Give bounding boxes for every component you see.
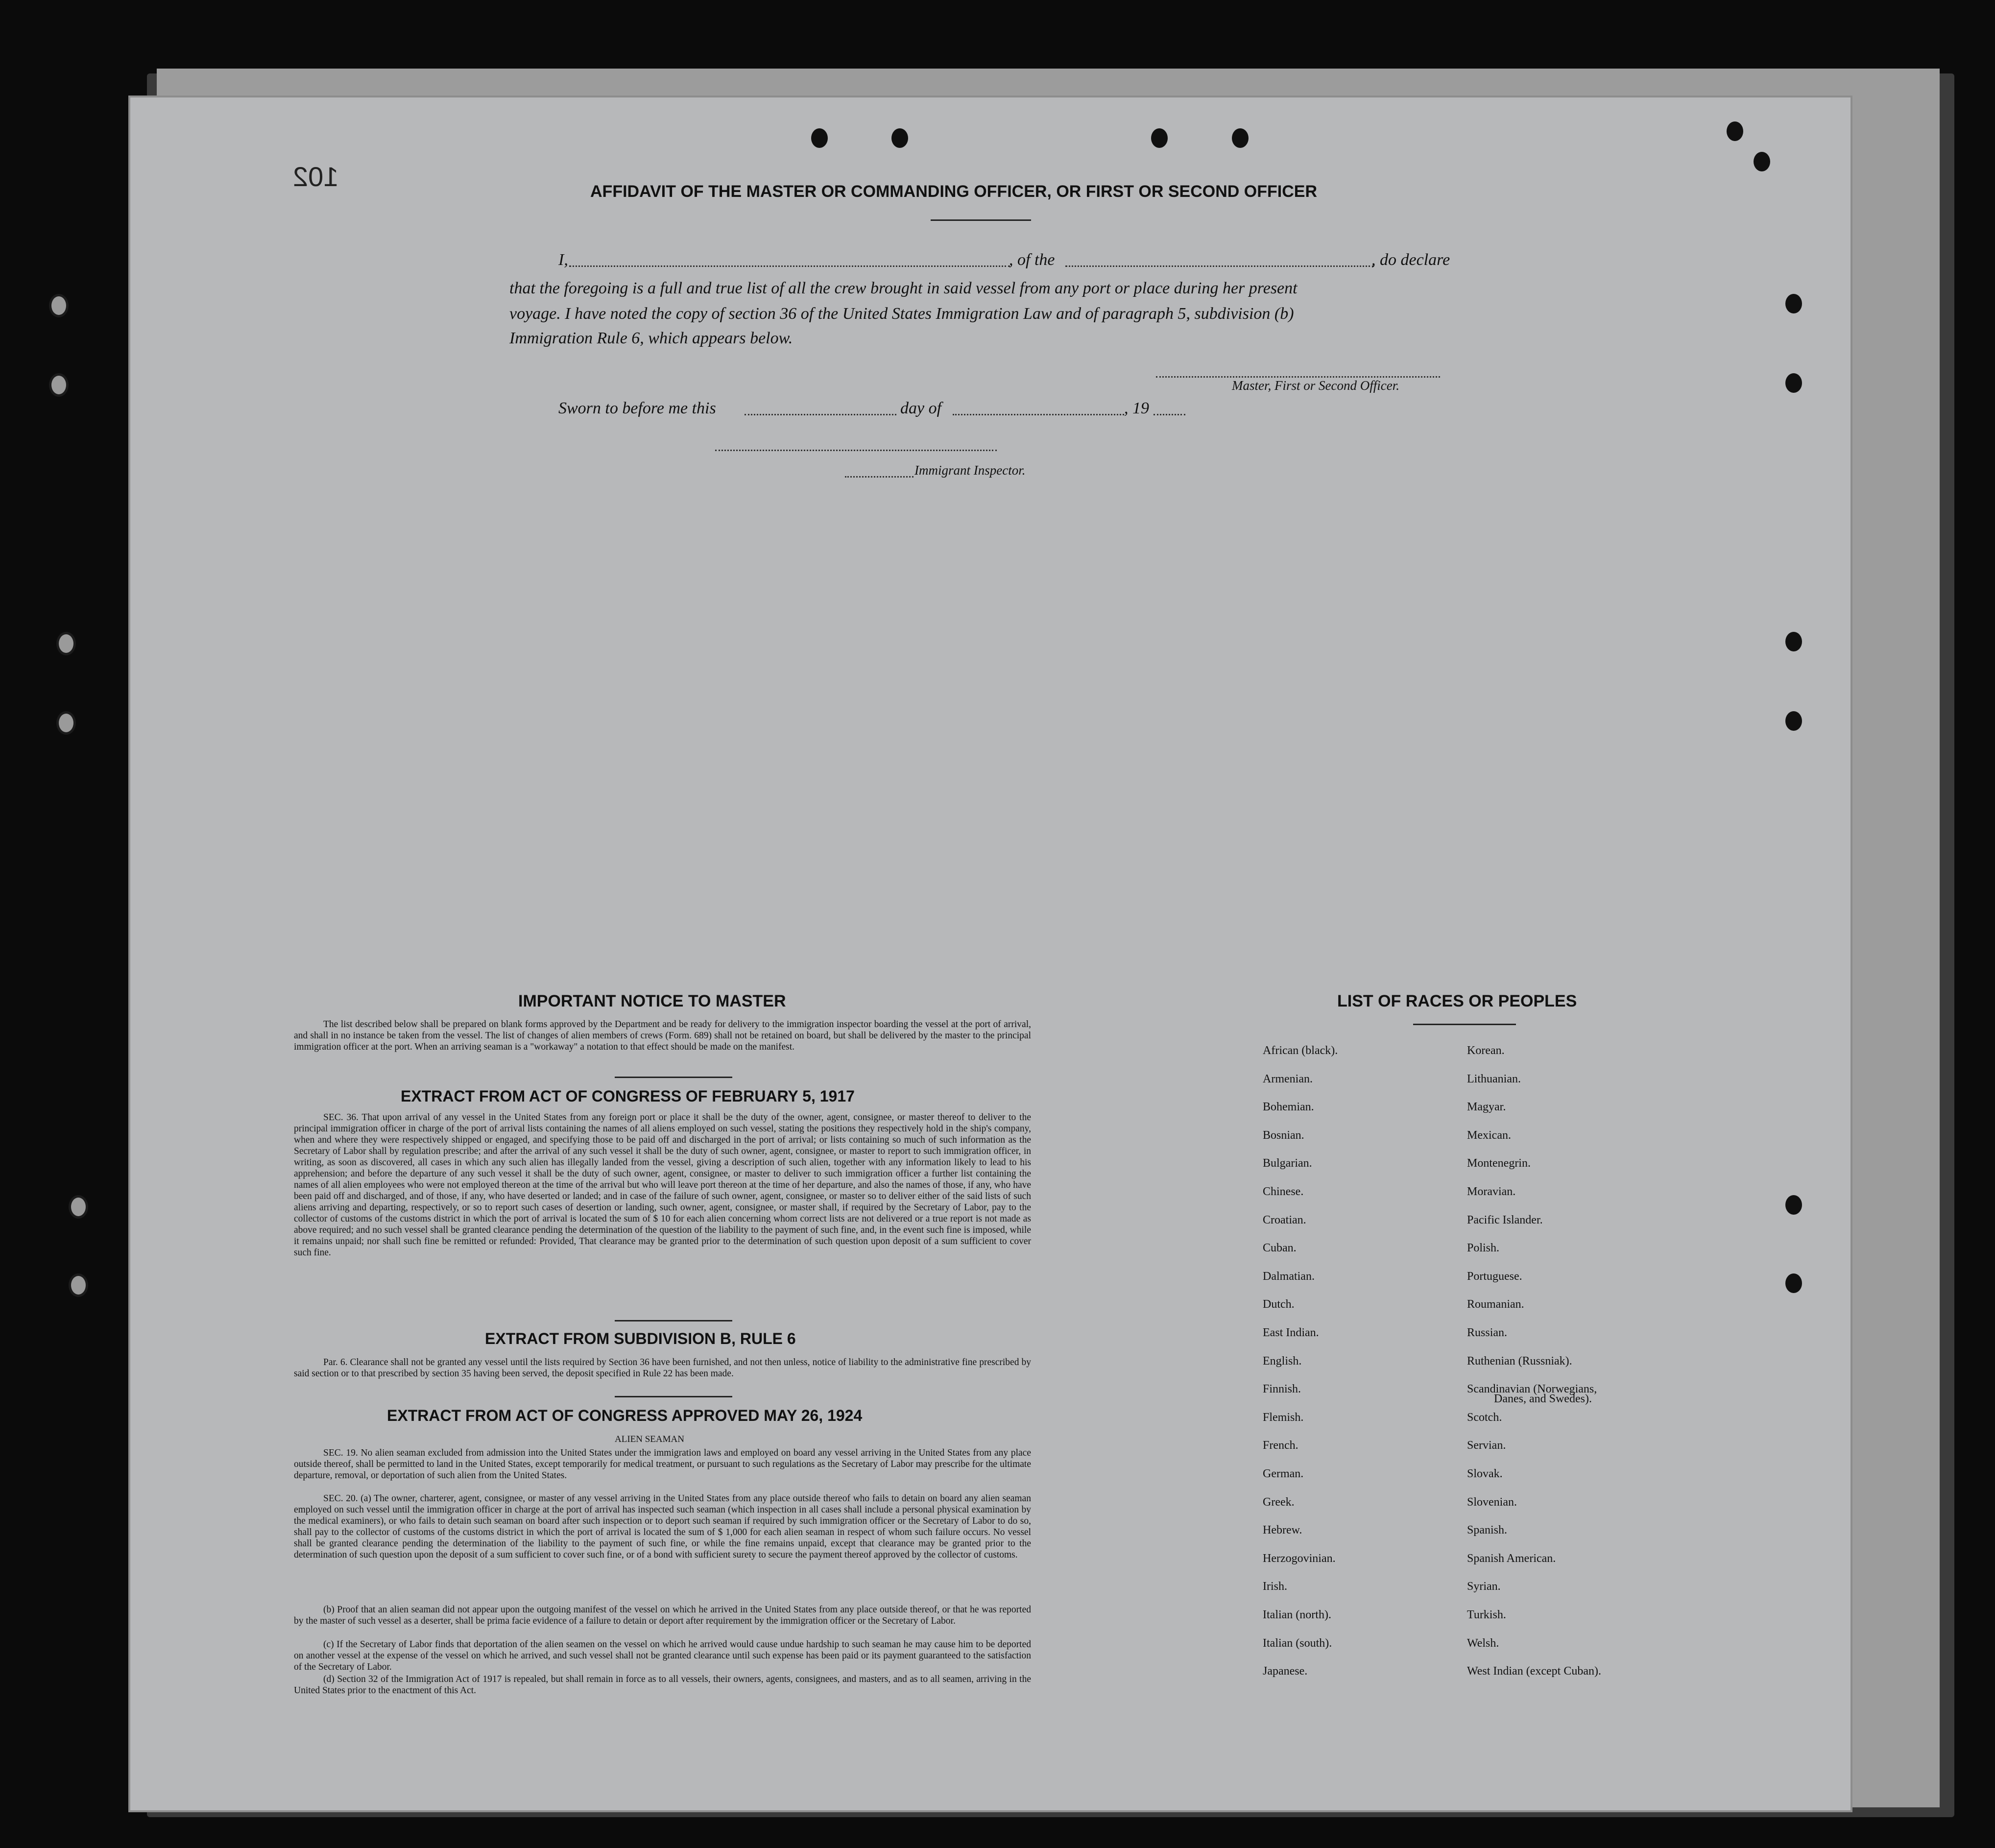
affidavit-of-the-label: , of the [1009, 251, 1055, 269]
affidavit-declare-label: , do declare [1371, 251, 1450, 269]
sworn-year-field[interactable] [1154, 414, 1185, 415]
extract-1924-title: EXTRACT FROM ACT OF CONGRESS APPROVED MAY 26, 1924 [387, 1407, 863, 1424]
binder-ring-hole [56, 711, 76, 735]
race-item: Scotch. [1467, 1411, 1502, 1424]
race-item: Dutch. [1263, 1298, 1295, 1311]
race-item: Japanese. [1263, 1665, 1308, 1678]
race-item: Irish. [1263, 1580, 1287, 1593]
vessel-name-field[interactable] [1065, 265, 1374, 267]
extract-1917-title: EXTRACT FROM ACT OF CONGRESS OF FEBRUARY 5, 1917 [401, 1087, 855, 1105]
race-item: Servian. [1467, 1439, 1506, 1452]
sworn-day-field[interactable] [745, 414, 896, 415]
sec-20c-text: (c) If the Secretary of Labor finds that deportation of the alien seamen on the vessel on which he arrived would cause undue hardship to such seaman he may cause him to be deported on another vessel at the expense of the vessel on which he arrived, and such vessel shall not be granted clearance until such expense has been paid or its payment guaranteed to the satisfaction of the Secretary of Labor. [294, 1639, 1031, 1672]
inspector-label: Immigrant Inspector. [914, 463, 1026, 478]
race-item: Dalmatian. [1263, 1270, 1315, 1283]
race-item: Spanish American. [1467, 1552, 1556, 1565]
race-item: Roumanian. [1467, 1298, 1524, 1311]
extract-1924-subtitle: ALIEN SEAMAN [615, 1434, 684, 1444]
race-item: Bosnian. [1263, 1128, 1304, 1142]
race-item: Herzogovinian. [1263, 1552, 1336, 1565]
race-item: Portuguese. [1467, 1270, 1522, 1283]
race-item: West Indian (except Cuban). [1467, 1665, 1601, 1678]
sec-20a-text: SEC. 20. (a) The owner, charterer, agent, consignee, or master of any vessel arriving in the United States from any place outside thereof who fails to detain on board any alien seaman employed on such vessel until the immigration officer in charge at the port of arrival has inspected such seaman (which inspection in all cases shall include a personal physical examination by the medical examiners), or who fails to detain such seaman on board after such inspection or to deport such seaman if required by such immigration officer or the Secretary of Labor to do so, shall pay to the collector of customs of the customs district in which the port of arrival is located the sum of $ 1,000 for each alien seaman in respect of whom such failure occurs. No vessel shall be granted clearance pending the determination of the liability to the payment of such fine, or while the fine remains unpaid, except that clearance may be granted prior to the determination of such question upon the deposit of a sum sufficient to cover such fine, or of a bond with sufficient surety to secure the payment thereof approved by the collector of customs. [294, 1493, 1031, 1560]
punch-hole [1754, 152, 1770, 171]
race-item: Polish. [1467, 1242, 1500, 1255]
race-item: Slovenian. [1467, 1495, 1517, 1509]
race-item: Ruthenian (Russniak). [1467, 1354, 1572, 1368]
punch-hole [1785, 1273, 1802, 1293]
master-signature-label: Master, First or Second Officer. [1232, 378, 1399, 393]
race-item: English. [1263, 1354, 1302, 1368]
race-item: Italian (north). [1263, 1608, 1331, 1621]
race-item: African (black). [1263, 1044, 1338, 1057]
affidavit-line-4: Immigration Rule 6, which appears below. [509, 329, 793, 347]
punch-hole [1785, 294, 1802, 313]
race-item: Russian. [1467, 1326, 1508, 1339]
master-name-field[interactable] [569, 265, 1010, 267]
affidavit-line-3: voyage. I have noted the copy of section 36 of the United States Immigration Law and of paragraph 5, subdivision (b) [509, 305, 1294, 323]
race-item: Greek. [1263, 1495, 1295, 1509]
divider [931, 219, 1031, 221]
race-item: Scandinavian (Norwegians, [1467, 1383, 1597, 1396]
race-item: Korean. [1467, 1044, 1505, 1057]
race-item: Slovak. [1467, 1467, 1503, 1480]
divider [615, 1396, 732, 1397]
race-item: Montenegrin. [1467, 1157, 1531, 1170]
race-item: Croatian. [1263, 1213, 1306, 1226]
race-item: Bulgarian. [1263, 1157, 1312, 1170]
binder-ring-hole [69, 1195, 88, 1219]
race-item: Mexican. [1467, 1128, 1511, 1142]
race-item: Armenian. [1263, 1072, 1313, 1085]
extract-rule6-text: Par. 6. Clearance shall not be granted any vessel until the lists required by Section 36 have been furnished, and not then unless, notice of liability to the administrative fine prescribed by said section or to that prescribed by section 35 having been served, the deposit specified in Rule 22 has been made. [294, 1357, 1031, 1379]
binder-ring-hole [49, 373, 69, 397]
sec-19-text: SEC. 19. No alien seaman excluded from admission into the United States under the immigration laws and employed on board any vessel arriving in the United States from any place outside thereof, shall be permitted to land in the United States, except temporarily for medical treatment, or pursuant to such regulations as the Secretary of Labor may prescribe for the ultimate departure, removal, or deportation of such alien from the United States. [294, 1448, 1031, 1481]
year-label: , 19 [1124, 399, 1149, 417]
races-title: LIST OF RACES OR PEOPLES [1337, 992, 1577, 1010]
notice-title: IMPORTANT NOTICE TO MASTER [518, 992, 786, 1010]
race-item: Hebrew. [1263, 1524, 1302, 1537]
extract-rule6-title: EXTRACT FROM SUBDIVISION B, RULE 6 [485, 1330, 796, 1347]
race-item: Pacific Islander. [1467, 1213, 1543, 1226]
punch-hole [1151, 128, 1168, 148]
race-item: Chinese. [1263, 1185, 1304, 1198]
inspector-signature-field[interactable] [715, 450, 997, 451]
affidavit-title: AFFIDAVIT OF THE MASTER OR COMMANDING OFFICER, OR FIRST OR SECOND OFFICER [590, 182, 1317, 201]
inspector-name-field[interactable] [845, 476, 913, 478]
affidavit-line-2: that the foregoing is a full and true list of all the crew brought in said vessel from any port or place during her present [509, 279, 1298, 297]
race-item: Bohemian. [1263, 1101, 1314, 1114]
race-item: Cuban. [1263, 1242, 1297, 1255]
punch-hole [1727, 121, 1743, 141]
divider [615, 1077, 732, 1078]
punch-hole [1785, 711, 1802, 731]
punch-hole [891, 128, 908, 148]
race-item: Lithuanian. [1467, 1072, 1521, 1085]
punch-hole [1785, 632, 1802, 651]
punch-hole [1785, 373, 1802, 393]
binder-ring-hole [56, 632, 76, 655]
race-item: German. [1263, 1467, 1304, 1480]
divider [615, 1320, 732, 1321]
race-item: French. [1263, 1439, 1298, 1452]
punch-hole [811, 128, 828, 148]
race-item: Moravian. [1467, 1185, 1516, 1198]
race-item: Welsh. [1467, 1636, 1499, 1650]
master-signature-field[interactable] [1156, 376, 1440, 378]
punch-hole [1785, 1195, 1802, 1215]
binder-ring-hole [49, 294, 69, 317]
race-item: East Indian. [1263, 1326, 1319, 1339]
race-item: Spanish. [1467, 1524, 1508, 1537]
race-item-continuation: Danes, and Swedes). [1494, 1392, 1592, 1405]
sec-20d-text: (d) Section 32 of the Immigration Act of 1917 is repealed, but shall remain in force as to all vessels, their owners, agents, consignees, and masters, and as to all seamen, arriving in the United States prior to the enactment of this Act. [294, 1674, 1031, 1696]
day-of-label: day of [900, 399, 942, 417]
sec-20b-text: (b) Proof that an alien seaman did not appear upon the outgoing manifest of the vessel on which he arrived in the United States from any place outside thereof, or that he was reported by the master of such vessel as a deserter, shall be prima facie evidence of a failure to detain or deport after requirement by the immigration officer or the Secretary of Labor. [294, 1605, 1031, 1626]
sworn-label: Sworn to before me this [558, 399, 716, 417]
divider [1413, 1024, 1516, 1025]
binder-ring-hole [69, 1273, 88, 1297]
race-item: Finnish. [1263, 1383, 1301, 1396]
race-item: Magyar. [1467, 1101, 1506, 1114]
page-number: 102 [293, 161, 339, 192]
race-item: Syrian. [1467, 1580, 1501, 1593]
race-item: Flemish. [1263, 1411, 1304, 1424]
affidavit-i-label: I, [558, 251, 568, 269]
notice-text: The list described below shall be prepared on blank forms approved by the Department and be ready for delivery to the immigration inspector boarding the vessel at the port of arrival, and shall in no instance be taken from the vessel. The list of changes of alien members of crews (Form. 689) shall not be retained on board, but shall be delivered by the master to the principal immigration officer at the port. When an arriving seaman is a "workaway" a notation to that effect should be made on the manifest. [294, 1019, 1031, 1052]
sworn-month-field[interactable] [953, 414, 1124, 415]
extract-1917-text: SEC. 36. That upon arrival of any vessel in the United States from any foreign port or place it shall be the duty of the owner, agent, consignee, or master thereof to deliver to the principal immigration officer in charge of the port of arrival lists containing the names of all aliens employed on such vessel, stating the positions they respectively hold in the ship's company, when and where they were respectively shipped or engaged, and specifying those to be paid off and discharged in the port of arrival; or lists containing so much of such information as the Secretary of Labor shall by regulation prescribe; and after the arrival of any such vessel it shall be the duty of such owner, agent, consignee, or master to report to such immigration officer, in writing, as soon as discovered, all cases in which any such alien has illegally landed from the vessel, giving a description of such alien, together with any information likely to lead to his apprehension; and before the departure of any such vessel it shall be the duty of such owner, agent, consignee, or master to deliver to such immigration officer a further list containing the names of all alien employees who were not employed thereon at the time of the arrival but who will leave port thereon at the time of her departure, and also the names of those, if any, who have been paid off and discharged, and of those, if any, who have deserted or landed; and in case of the failure of such owner, agent, consignee, or master so to deliver either of the said lists of such aliens arriving and departing, respectively, or so to report such cases of desertion or landing, such owner, agent, consignee, or master shall, if required by the Secretary of Labor, pay to the collector of customs of the customs district in which the port of arrival is located the sum of $ 10 for each alien concerning whom correct lists are not delivered or a true report is not made as above required; and no such vessel shall be granted clearance pending the determination of the question of the liability to the payment of such fine, and, in the event such fine is imposed, while it remains unpaid; nor shall such fine be remitted or refunded: Provided, That clearance may be granted prior to the determination of such question upon deposit of a sum sufficient to cover such fine. [294, 1112, 1031, 1258]
punch-hole [1232, 128, 1249, 148]
race-item: Turkish. [1467, 1608, 1506, 1621]
race-item: Italian (south). [1263, 1636, 1332, 1650]
